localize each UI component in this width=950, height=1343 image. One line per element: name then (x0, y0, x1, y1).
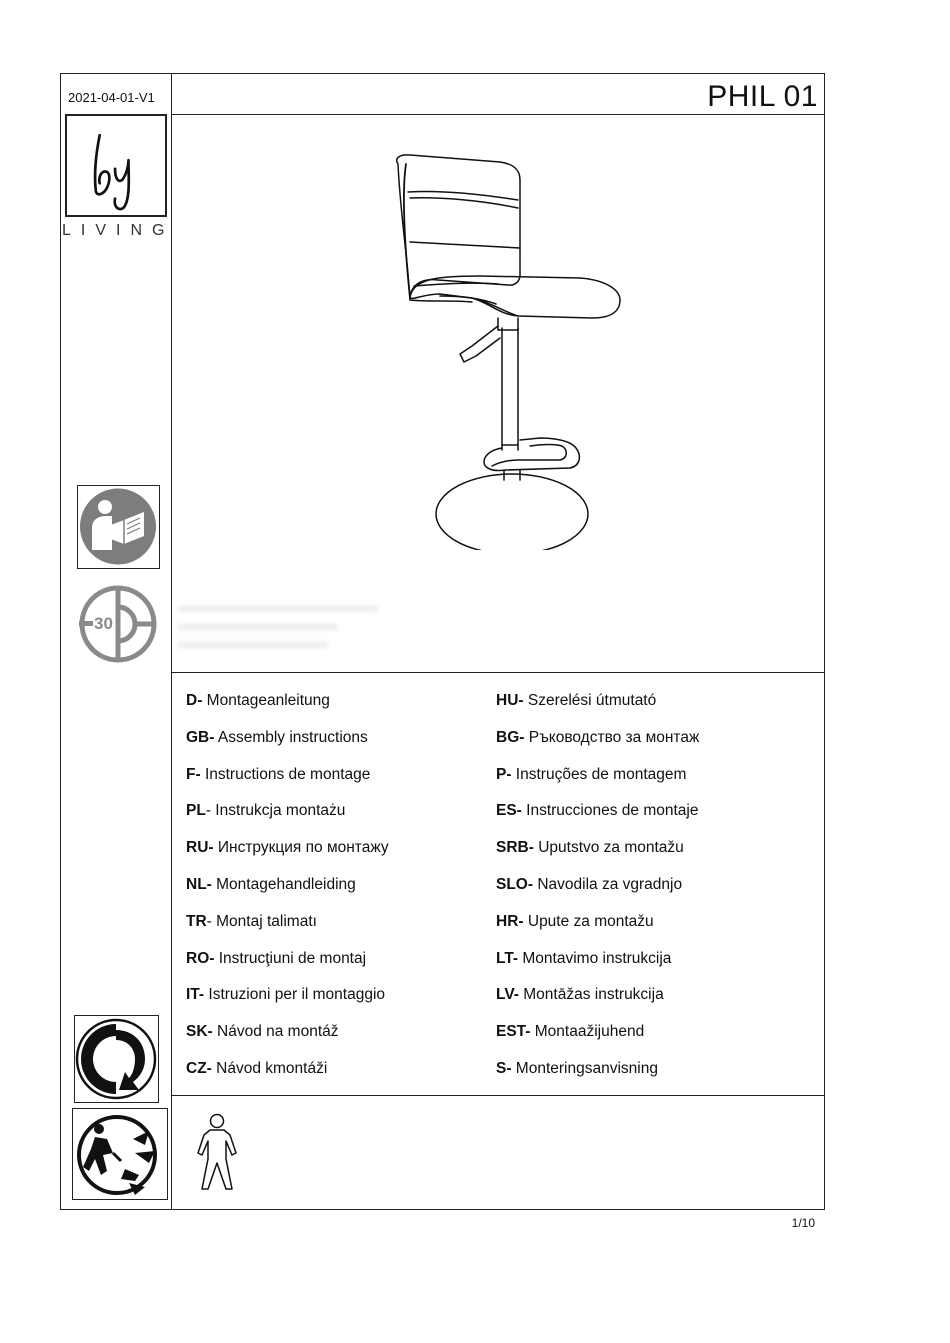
version-label: 2021-04-01-V1 (68, 90, 155, 105)
language-item: HU- Szerelési útmutató (496, 692, 657, 709)
tidyman-recycle-icon (72, 1108, 168, 1200)
language-list-right (496, 691, 699, 1096)
brand-wordmark: LIVING (62, 222, 175, 239)
faded-warning-text (178, 600, 388, 660)
language-item: CZ- Návod kmontáži (186, 1059, 328, 1077)
language-item: P- Instruções de montagem (496, 765, 687, 783)
language-item: EST- Montaažijuhend (496, 1023, 645, 1041)
bar-stool-illustration (380, 150, 630, 550)
language-item: IT- Istruzioni per il montaggio (186, 986, 386, 1004)
product-title: PHIL 01 (707, 80, 818, 113)
language-item: PL- Instrukcja montażu (186, 802, 346, 820)
language-item: S- Monteringsanvisning (496, 1059, 658, 1077)
sidebar-divider (171, 73, 172, 1210)
language-item: SLO- Navodila za vgradnjo (496, 875, 683, 893)
language-item: RU- Инструкция по монтажу (186, 839, 389, 857)
header-divider (171, 114, 825, 115)
language-item: RO- Instrucţiuni de montaj (186, 949, 367, 967)
one-person-icon (196, 1113, 238, 1191)
language-item: SRB- Uputstvo za montažu (496, 839, 684, 857)
brand-logo (65, 114, 167, 217)
language-item: HR- Upute za montažu (496, 912, 654, 930)
page-number: 1/10 (791, 1216, 815, 1230)
brand-logo-mark (67, 116, 165, 215)
language-item: F- Instructions de montage (186, 765, 371, 783)
green-dot-recycle-icon (74, 1015, 159, 1103)
language-list-left (186, 691, 389, 1096)
language-item: TR- Montaj talimatı (186, 912, 317, 930)
assembly-time-icon (77, 583, 159, 665)
language-item: NL- Montagehandleiding (186, 875, 356, 893)
language-item: LV- Montāžas instrukcija (496, 986, 664, 1004)
language-item: BG- Ръководство за монтаж (496, 728, 700, 746)
language-item: ES- Instrucciones de montaje (496, 802, 699, 820)
language-item: LT- Montavimo instrukcija (496, 949, 672, 967)
image-divider (171, 672, 825, 673)
read-manual-icon (77, 485, 160, 569)
language-item: D- Montageanleitung (186, 692, 330, 709)
language-item: SK- Návod na montáž (186, 1023, 339, 1041)
assembly-time-value: 30 (94, 614, 113, 633)
language-item: GB- Assembly instructions (186, 728, 368, 746)
